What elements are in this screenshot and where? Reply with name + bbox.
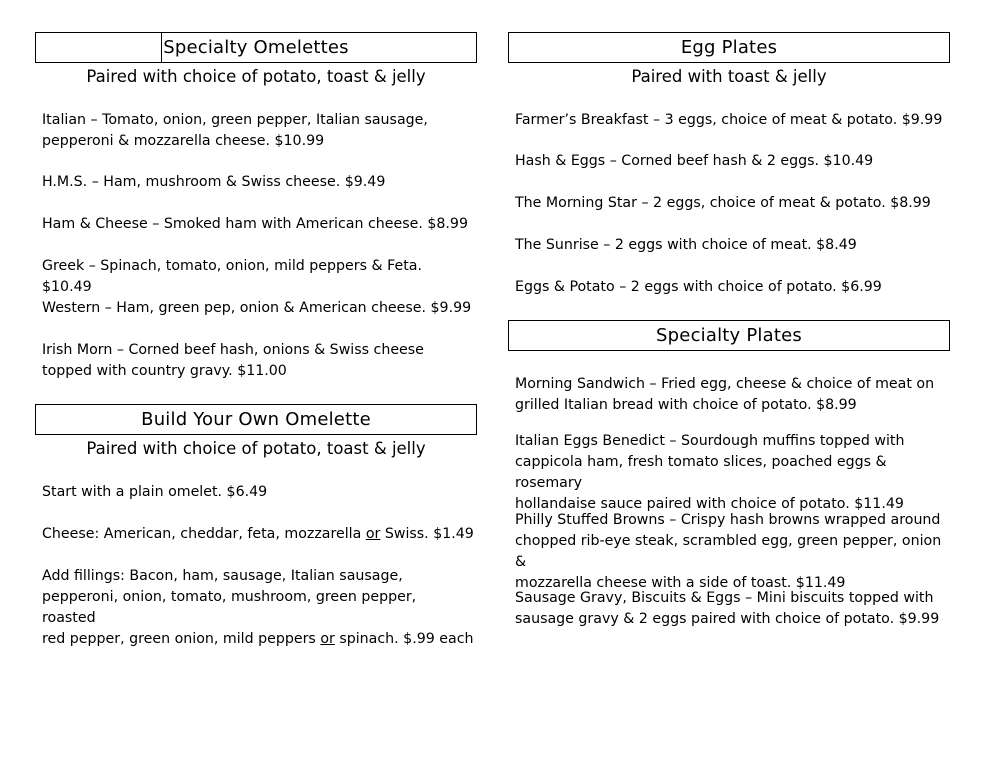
section-subtitle: Paired with toast & jelly xyxy=(631,67,827,86)
right-column xyxy=(508,0,950,760)
item-line: Italian – Tomato, onion, green pepper, Italian sausage, xyxy=(42,112,428,128)
menu-item xyxy=(42,214,474,235)
menu-item xyxy=(42,524,474,545)
section-subtitle: Paired with choice of potato, toast & jelly xyxy=(86,439,426,458)
menu-item: The Sunrise – 2 eggs with choice of meat. $8.49 xyxy=(515,237,857,253)
menu-item xyxy=(42,482,474,503)
egg-plates-header xyxy=(508,32,950,63)
menu-item xyxy=(42,566,474,650)
or-underlined: or xyxy=(320,631,335,647)
menu-item: Hash & Eggs – Corned beef hash & 2 eggs. $10.49 xyxy=(515,153,874,169)
item-line: grilled Italian bread with choice of potato. $8.99 xyxy=(515,397,857,413)
menu-item xyxy=(42,298,474,319)
menu-item xyxy=(42,256,474,298)
item-line: Add fillings: Bacon, ham, sausage, Italian sausage, xyxy=(42,568,403,584)
menu-item xyxy=(515,588,947,630)
cheese-text: Swiss. $1.49 xyxy=(380,526,474,542)
menu-item xyxy=(515,431,947,515)
section-title: Build Your Own Omelette xyxy=(141,409,371,430)
section-subtitle: Paired with choice of potato, toast & jelly xyxy=(86,67,426,86)
menu-item xyxy=(515,510,947,594)
item-line: chopped rib-eye steak, scrambled egg, green pepper, onion & xyxy=(515,533,942,570)
build-your-own-header xyxy=(35,404,477,435)
item-line: mozzarella cheese with a side of toast. $11.49 xyxy=(515,575,846,591)
left-column xyxy=(35,0,477,760)
item-line: H.M.S. – Ham, mushroom & Swiss cheese. $9.49 xyxy=(42,174,386,190)
menu-item xyxy=(42,172,474,193)
item-line: cappicola ham, fresh tomato slices, poached eggs & rosemary xyxy=(515,454,887,491)
or-underlined: or xyxy=(365,526,381,542)
item-line: Italian Eggs Benedict – Sourdough muffins topped with xyxy=(515,433,905,449)
item-line: Morning Sandwich – Fried egg, cheese & choice of meat on xyxy=(515,376,935,392)
item-line: pepperoni & mozzarella cheese. $10.99 xyxy=(42,133,325,149)
menu-item: Farmer’s Breakfast – 3 eggs, choice of meat & potato. $9.99 xyxy=(515,112,943,128)
section-title: Egg Plates xyxy=(680,37,778,58)
specialty-plates-header xyxy=(508,320,950,351)
item-line: sausage gravy & 2 eggs paired with choice of potato. $9.99 xyxy=(515,611,940,627)
menu-item xyxy=(42,340,474,382)
menu-item xyxy=(515,374,947,416)
specialty-omelettes-header xyxy=(35,32,477,63)
section-title: Specialty Omelettes xyxy=(163,37,349,58)
item-line: Philly Stuffed Browns – Crispy hash browns wrapped around xyxy=(515,512,941,528)
menu-item: Eggs & Potato – 2 eggs with choice of potato. $6.99 xyxy=(515,279,882,295)
item-line: Start with a plain omelet. $6.49 xyxy=(42,484,268,500)
cheese-text: Cheese: American, cheddar, feta, mozzarella xyxy=(42,526,366,542)
menu-item: The Morning Star – 2 eggs, choice of meat & potato. $8.99 xyxy=(515,195,931,211)
item-line xyxy=(42,629,474,650)
text-cursor xyxy=(161,33,162,62)
item-line: Greek – Spinach, tomato, onion, mild peppers & Feta. $10.49 xyxy=(42,258,422,295)
item-line: Western – Ham, green pep, onion & American cheese. $9.99 xyxy=(42,300,472,316)
item-line: hollandaise sauce paired with choice of potato. $11.49 xyxy=(515,496,904,512)
fillings-text: spinach. $.99 each xyxy=(334,631,474,647)
item-line: Irish Morn – Corned beef hash, onions & Swiss cheese xyxy=(42,342,424,358)
item-line xyxy=(42,524,474,545)
item-line: topped with country gravy. $11.00 xyxy=(42,363,287,379)
section-title: Specialty Plates xyxy=(656,325,802,346)
fillings-text: red pepper, green onion, mild peppers xyxy=(42,631,321,647)
item-line: Sausage Gravy, Biscuits & Eggs – Mini biscuits topped with xyxy=(515,590,934,606)
item-line: Ham & Cheese – Smoked ham with American cheese. $8.99 xyxy=(42,216,468,232)
menu-item xyxy=(42,110,474,152)
item-line: pepperoni, onion, tomato, mushroom, green pepper, roasted xyxy=(42,589,417,626)
